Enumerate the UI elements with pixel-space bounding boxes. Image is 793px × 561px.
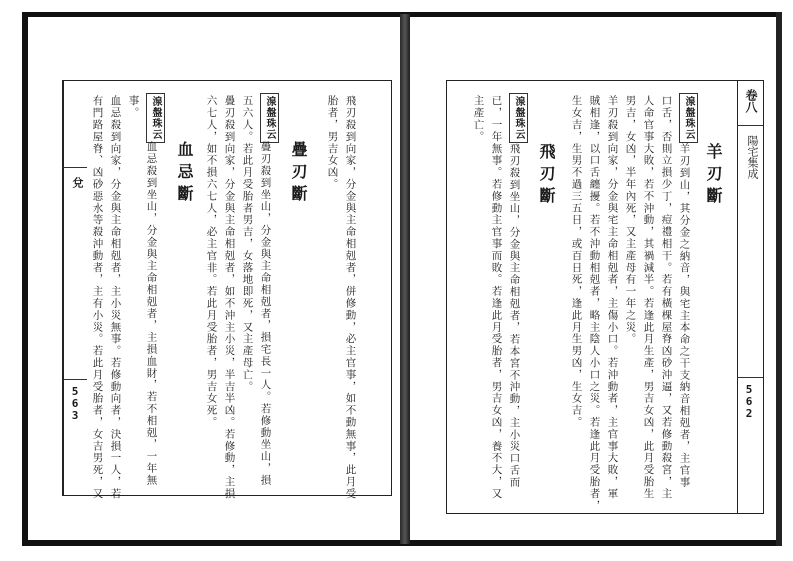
right-page-number-d1: 5 — [745, 383, 753, 396]
heading-yang-ren: 羊刃斷 — [704, 143, 723, 209]
left-intro-line-2: 胎者，男吉女凶。 — [326, 95, 339, 191]
book-edge-right — [776, 12, 782, 546]
right-page-number-d2: 6 — [745, 395, 753, 408]
xue-ji-line-3: 血忌殺到向家，分金與主命相剋者，主小災無事。若修動向者，決損一人，若 — [109, 95, 122, 500]
right-page-number-d3: 2 — [745, 407, 753, 420]
fei-ren-line-2: 已，一年無事。若修動主官事而敗。若逢此月受胎者，男吉女凶，養不大，又 — [490, 95, 503, 500]
fei-ren-line-1: 飛刃殺到坐山，分金與主命相剋者，若本宮不沖動，主小災口舌而 — [508, 143, 521, 489]
xue-ji-line-2: 事。 — [127, 95, 140, 119]
label-fei-ren: 湶盤珠云 — [509, 93, 528, 143]
left-intro-line-1: 飛刃殺到向家，分金與主命相剋者，併修動，必主官事，如不動無事，此月受 — [344, 95, 357, 500]
die-ren-line-4: 六七人，如不損六七人，必主官非。若此月受胎者，男吉女死。 — [205, 95, 218, 429]
label-die-ren: 湶盤珠云 — [260, 93, 279, 143]
fei-ren-line-3: 主產亡。 — [472, 95, 485, 143]
book-edge-left — [22, 14, 28, 544]
right-page — [446, 80, 764, 514]
left-page-side-strip — [63, 81, 88, 495]
yang-ren-line-3: 人命官事大敗，若不沖動，其禍減半。若逢此月生產，男吉女凶，此月受胎生 — [642, 95, 655, 500]
chapter-title: 卷八 — [744, 89, 758, 113]
left-page-number-d1: 5 — [71, 385, 79, 398]
right-page-section-title: 陽宅集成 — [746, 135, 759, 179]
xue-ji-line-1: 血忌殺到坐山，分金與主命相剋者，主損血財，若不相剋，一年無 — [145, 141, 158, 487]
left-page-section-title: 兌 — [71, 177, 84, 188]
heading-fei-ren: 飛刃斷 — [537, 143, 556, 209]
book-gutter — [400, 14, 410, 544]
heading-xue-ji: 血忌斷 — [175, 141, 194, 207]
yang-ren-line-7: 生女吉，生男不過三五日，或百日死，逢此月生男凶，生女吉。 — [570, 95, 583, 429]
die-ren-line-3: 疊刃殺到向家，分金與主命相剋者，如不沖主小災，半吉半凶。若修動，主損 — [223, 95, 236, 500]
xue-ji-line-4: 有門路屋脊、凶砂惡水等殺沖動者，主有小災。若此月受胎者，女吉男死，又 — [91, 95, 104, 500]
left-page-number-d2: 6 — [71, 397, 79, 410]
yang-ren-line-4: 男吉，女凶，半年內死，又主產母有一年之災。 — [624, 95, 637, 345]
label-yang-ren: 湶盤珠云 — [679, 93, 698, 143]
die-ren-line-1: 疊刃殺到坐山，分金與主命相剋者，損宅長一人。若修動坐山，損 — [259, 141, 272, 487]
heading-die-ren: 疊刃斷 — [289, 141, 308, 207]
yang-ren-line-2: 口舌，否則立損少丁，痘禮相干。若有橫棵屋脊凶砂沖逼，又若修動殺宮，主 — [660, 95, 673, 500]
left-page — [62, 80, 392, 500]
label-xue-ji: 湶盤珠云 — [146, 93, 165, 143]
yang-ren-line-5: 羊刃殺到向家，分金與宅主命相剋者，主傷小口。若沖動者，主官事大敗，軍 — [606, 95, 619, 500]
yang-ren-line-1: 羊刃到山，其分金之納音，與宅主本命之干支納音相剋者，主官事 — [678, 143, 691, 489]
left-page-number-d3: 3 — [71, 409, 79, 422]
die-ren-line-2: 五六人。若此月受胎者男吉，女落地即死，又主產母亡。 — [241, 95, 254, 393]
yang-ren-line-6: 賊相逢，以口舌纏擾。若不沖動相剋者，略主陰人小口之災。若逢此月受胎者， — [588, 95, 601, 512]
